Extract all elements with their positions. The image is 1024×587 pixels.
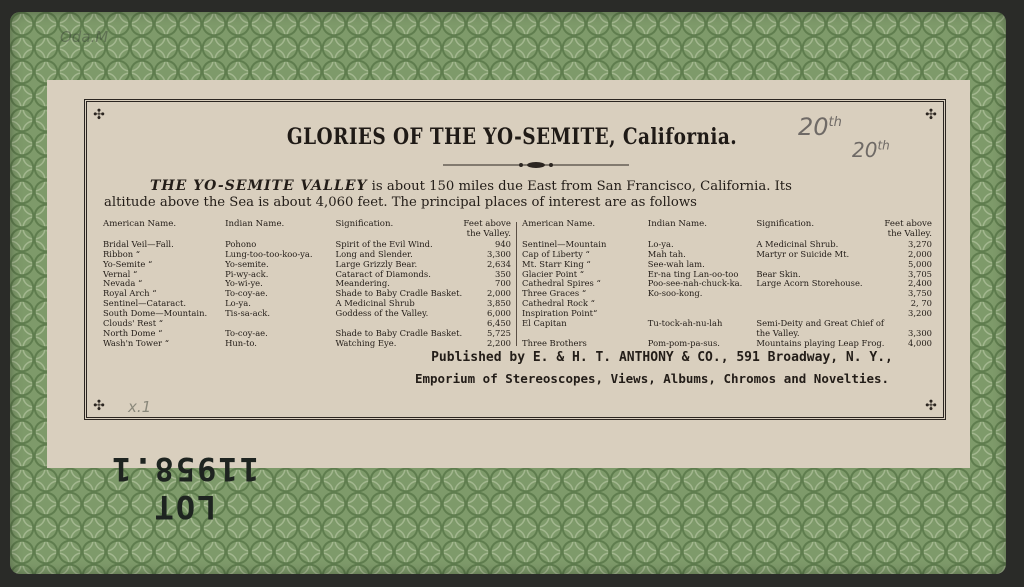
indian-name-cell: Yo-wi-ye. (225, 278, 263, 289)
american-name-cell: Sentinel—Cataract. (103, 298, 187, 309)
american-name-cell: Sentinel—Mountain (522, 238, 607, 249)
american-name-cell: Three Graces “ (522, 288, 587, 299)
col-header-signification: Signification. (756, 219, 815, 229)
col-header-indian: Indian Name. (647, 219, 707, 229)
american-name-cell: Cathedral Rock “ (522, 298, 595, 309)
indian-name-cell: Yo-semite. (225, 258, 269, 269)
indian-name-cell: Lo-ya. (225, 298, 251, 309)
indian-name-cell: Ko-soo-kong. (647, 288, 703, 299)
indian-name-cell: Lo-ya. (647, 238, 674, 249)
table-row (103, 250, 511, 260)
signification-cell: Semi-Deity and Great Chief of (756, 318, 885, 329)
table-row (103, 260, 511, 270)
signification-cell: the Valley. (756, 327, 800, 338)
signification-cell (742, 299, 884, 309)
emporium-line: Emporium of Stereoscopes, Views, Albums, Chromos and Novelties. (414, 371, 890, 386)
american-name-cell: Clouds' Rest “ (103, 318, 164, 329)
american-name-cell: Ribbon “ (103, 248, 141, 259)
feet-above-valley-cell: 2, 70 (910, 298, 932, 309)
col-header-signification: Signification. (335, 219, 394, 229)
places-table-right (522, 220, 932, 349)
feet-above-valley-cell: 3,705 (908, 268, 932, 279)
feet-above-valley-cell: 5,725 (487, 327, 511, 338)
american-name-cell: Wash'n Tower “ (103, 337, 169, 348)
american-name-cell: Three Brothers (522, 337, 587, 348)
indian-name-cell: To-coy-ae. (225, 288, 268, 299)
american-name-cell: Nevada “ (103, 278, 143, 289)
lot-number-stamp: LOT 11958.1 (110, 450, 259, 526)
corner-ornament-icon: ✣ (925, 398, 937, 414)
intro-text: THE YO-SEMITE VALLEY is about 150 miles due East from San Francisco, California. Its altitude above the Sea is about 4,060 feet. The principal places of interest are as follows (104, 178, 792, 210)
table-row (103, 339, 511, 349)
feet-above-valley-cell: 940 (495, 238, 511, 249)
signification-cell: Shade to Baby Cradle Basket. (335, 327, 463, 338)
table-row (522, 319, 932, 329)
feet-above-valley-cell: 2,200 (487, 337, 511, 348)
indian-name-cell (634, 299, 743, 309)
signification-cell: A Medicinal Shrub (335, 298, 415, 309)
feet-above-valley-cell: 3,850 (487, 298, 511, 309)
indian-name-cell: Pi-wy-ack. (225, 268, 269, 279)
corner-ornament-icon: ✣ (93, 107, 105, 123)
title-ornament-rule (443, 162, 629, 168)
american-name-cell: Cathedral Spires “ (522, 278, 601, 289)
handwritten-note: Oda.M (60, 28, 109, 46)
feet-above-valley-cell: 2,000 (487, 288, 511, 299)
feet-above-valley-cell: 4,000 (908, 337, 932, 348)
american-name-cell: Mt. Starr King “ (522, 258, 591, 269)
feet-above-valley-cell: 3,750 (908, 288, 932, 299)
indian-name-cell: Hun-to. (225, 337, 257, 348)
feet-above-valley-cell: 6,450 (487, 318, 511, 329)
signification-cell: Large Acorn Storehouse. (756, 278, 863, 289)
indian-name-cell: Tis-sa-ack. (225, 308, 271, 319)
feet-above-valley-cell: 700 (495, 278, 511, 289)
signification-cell: Long and Slender. (335, 248, 413, 259)
table-row (103, 309, 511, 319)
indian-name-cell: Er-na ting Lan-oo-too (647, 268, 739, 279)
pencil-annotation: 20th (852, 138, 890, 162)
signification-cell: Bear Skin. (756, 268, 801, 279)
indian-name-cell: Pom-pom-pa-sus. (647, 337, 720, 348)
feet-above-valley-cell: 3,300 (487, 248, 511, 259)
indian-name-cell: To-coy-ae. (225, 327, 268, 338)
american-name-cell: Inspiration Point“ (522, 308, 598, 319)
col-header-american: American Name. (522, 219, 596, 229)
signification-cell: Goddess of the Valley. (335, 308, 429, 319)
table-row (103, 270, 511, 280)
feet-above-valley-cell: 2,000 (908, 248, 932, 259)
col-header-feet: Feet above the Valley. (463, 219, 511, 239)
american-name-cell: Bridal Veil—Fall. (103, 238, 174, 249)
feet-above-valley-cell: 6,000 (487, 308, 511, 319)
corner-ornament-icon: ✣ (93, 398, 105, 414)
signification-cell: A Medicinal Shrub. (756, 238, 839, 249)
signification-cell: Mountains playing Leap Frog. (756, 337, 885, 348)
signification-cell (742, 289, 884, 299)
american-name-cell: Glacier Point “ (522, 268, 585, 279)
feet-above-valley-cell: 5,000 (908, 258, 932, 269)
signification-cell: Martyr or Suicide Mt. (756, 248, 850, 259)
indian-name-cell: Poo-see-nah-chuck-ka. (647, 278, 743, 289)
title-state: California. (615, 124, 738, 150)
title-main: GLORIES OF THE YO-SEMITE, (286, 124, 616, 150)
col-header-feet: Feet above the Valley. (884, 219, 932, 239)
american-name-cell: Yo-Semite “ (103, 258, 153, 269)
american-name-cell: El Capitan (522, 318, 567, 329)
feet-above-valley-cell: 3,270 (908, 238, 932, 249)
signification-cell: Shade to Baby Cradle Basket. (335, 288, 463, 299)
col-header-american: American Name. (103, 219, 177, 229)
indian-name-cell: See-wah lam. (647, 258, 705, 269)
american-name-cell: South Dome—Mountain. (103, 308, 208, 319)
signification-cell: Large Grizzly Bear. (335, 258, 418, 269)
col-header-indian: Indian Name. (225, 219, 285, 229)
corner-ornament-icon: ✣ (925, 107, 937, 123)
indian-name-cell: Lung-too-too-koo-ya. (225, 248, 313, 259)
pencil-annotation: 20th (798, 113, 842, 141)
american-name-cell: Vernal “ (103, 268, 138, 279)
feet-above-valley-cell: 2,400 (908, 278, 932, 289)
american-name-cell: Royal Arch “ (103, 288, 157, 299)
signification-cell: Meandering. (335, 278, 390, 289)
column-divider (516, 222, 517, 346)
feet-above-valley-cell: 2,634 (487, 258, 511, 269)
feet-above-valley-cell: 3,300 (908, 327, 932, 338)
indian-name-cell: Tu-tock-ah-nu-lah (647, 318, 723, 329)
signification-cell: Cataract of Diamonds. (335, 268, 431, 279)
signification-cell: Spirit of the Evil Wind. (335, 238, 433, 249)
places-table-left (103, 220, 511, 349)
feet-above-valley-cell: 350 (495, 268, 511, 279)
american-name-cell: North Dome “ (103, 327, 163, 338)
indian-name-cell: Pohono (225, 238, 257, 249)
american-name-cell: Cap of Liberty “ (522, 248, 590, 259)
handwritten-mark: x.1 (128, 398, 152, 416)
table-row (522, 339, 932, 349)
signification-cell: Watching Eye. (335, 337, 397, 348)
feet-above-valley-cell: 3,200 (908, 308, 932, 319)
indian-name-cell: Mah tah. (647, 248, 686, 259)
publisher-line: Published by E. & H. T. ANTHONY & CO., 591 Broadway, N. Y., (431, 350, 893, 365)
